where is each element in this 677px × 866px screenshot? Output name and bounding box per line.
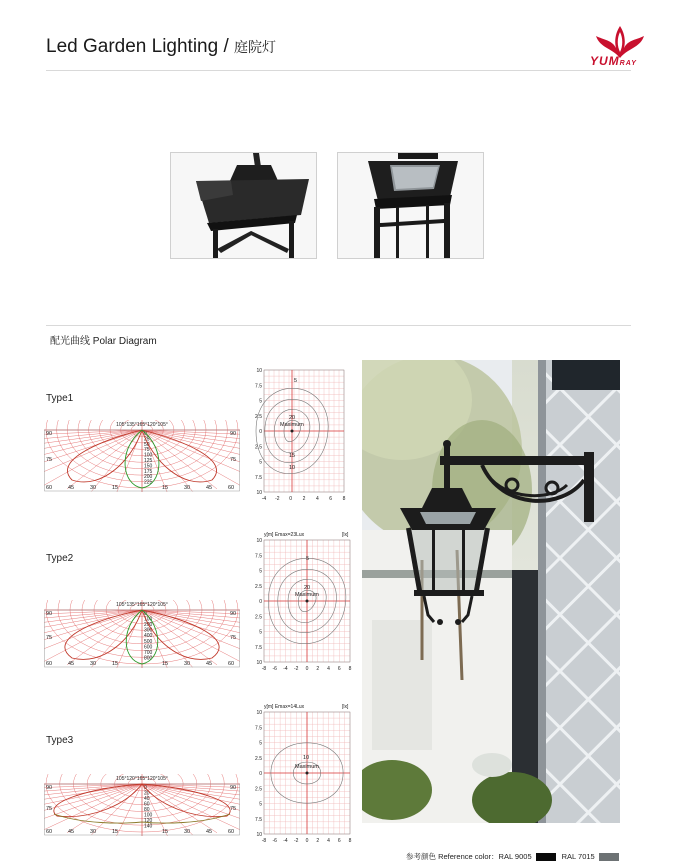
- isolux-y-tick: 7.5: [255, 816, 262, 823]
- isolux-x-tick: 4: [327, 838, 330, 844]
- isolux-x-tick: -8: [261, 838, 267, 844]
- isolux-y-tick: 2.5: [255, 614, 262, 621]
- isolux-y-tick: 0: [259, 599, 262, 605]
- polar-radial-label: 100: [144, 812, 153, 819]
- isolux-x-tick: -6: [272, 838, 277, 844]
- polar-radial-label: 175: [144, 468, 153, 475]
- polar-top-ticks: 105°135°165°120°105°: [116, 602, 168, 608]
- polar-radial-label: 40: [144, 796, 150, 802]
- product-photo-side: [170, 152, 317, 259]
- isolux-y-tick: 7.5: [255, 383, 262, 390]
- isolux-x-tick: -2: [275, 496, 280, 502]
- isolux-unit: [lx]: [342, 704, 349, 710]
- isolux-x-tick: 0: [289, 496, 293, 502]
- polar-radial-label: 100: [144, 616, 153, 623]
- isolux-y-tick: 2.5: [255, 583, 262, 590]
- polar-angle-label: 15: [162, 661, 169, 667]
- isolux-x-tick: 8: [342, 496, 346, 502]
- isolux-y-tick: 10: [256, 832, 262, 838]
- polar-angle-label: 60: [46, 829, 53, 835]
- isolux-x-tick: 6: [329, 496, 333, 502]
- isolux-x-tick: -2: [294, 666, 299, 672]
- isolux-y-tick: 10: [256, 368, 262, 374]
- section-divider: [46, 325, 631, 326]
- isolux-header: y[m] Emax=23Lux: [264, 532, 305, 538]
- polar-radial-label: 60: [144, 801, 150, 808]
- polar-angle-label: 75: [230, 806, 237, 812]
- isolux-y-tick: 5: [259, 740, 262, 747]
- polar-radial-label: 140: [144, 823, 153, 830]
- isolux-y-tick: 2.5: [255, 413, 262, 420]
- isolux-x-tick: 2: [316, 666, 320, 672]
- polar-angle-label: 60: [228, 829, 235, 835]
- isolux-y-tick: 7.5: [255, 725, 262, 732]
- isolux-y-tick: 5: [259, 398, 262, 405]
- polar-angle-label: 15: [112, 485, 119, 491]
- polar-angle-label: 30: [90, 829, 97, 835]
- isolux-y-tick: 7.5: [255, 553, 262, 560]
- title-en: Led Garden Lighting: [46, 36, 219, 57]
- isolux-level-label: 15: [289, 453, 296, 459]
- type1-polar-diagram: [44, 420, 240, 492]
- isolux-y-tick: 10: [256, 490, 262, 496]
- isolux-x-tick: -2: [294, 838, 299, 844]
- polar-angle-label: 60: [228, 485, 235, 491]
- polar-radial-label: 200: [144, 474, 153, 481]
- polar-angle-label: 15: [112, 829, 119, 835]
- polar-angle-label: 90: [230, 785, 237, 791]
- brand-wordmark: YUMRAY: [590, 54, 637, 68]
- isolux-y-tick: 7.5: [255, 474, 262, 481]
- isolux-x-tick: 0: [305, 838, 309, 844]
- polar-angle-label: 45: [68, 485, 75, 491]
- polar-radial-label: 225: [144, 479, 153, 486]
- isolux-level-label: 20: [289, 415, 296, 421]
- isolux-level-label: 5: [294, 378, 298, 384]
- polar-radial-label: 300: [144, 627, 153, 634]
- title-separator: /: [223, 36, 229, 57]
- polar-angle-label: 45: [206, 485, 213, 491]
- isolux-x-tick: 8: [348, 838, 352, 844]
- isolux-maximum-label: Maximum: [280, 422, 304, 428]
- isolux-y-tick: 10: [256, 538, 262, 544]
- isolux-x-tick: 6: [337, 838, 341, 844]
- isolux-level-label: 20: [304, 585, 311, 591]
- section-title: 配光曲线 Polar Diagram: [50, 336, 157, 347]
- isolux-level-label: 10: [289, 465, 296, 471]
- polar-radial-label: 150: [144, 463, 153, 470]
- installation-scene-photo: [362, 360, 620, 823]
- polar-radial-label: 75: [144, 447, 150, 454]
- isolux-y-tick: 2.5: [255, 786, 262, 793]
- polar-radial-label: 600: [144, 644, 153, 651]
- isolux-maximum-label: Maximum: [295, 764, 319, 770]
- polar-radial-label: 25: [144, 436, 150, 443]
- polar-angle-label: 75: [46, 635, 53, 641]
- polar-radial-label: 0: [144, 431, 147, 437]
- type2-isolux-diagram: [248, 528, 354, 672]
- isolux-x-tick: -8: [261, 666, 267, 672]
- polar-radial-label: 500: [144, 638, 153, 645]
- polar-angle-label: 30: [90, 661, 97, 667]
- isolux-x-tick: -4: [261, 496, 267, 502]
- isolux-y-tick: 5: [259, 629, 262, 636]
- polar-radial-label: 200: [144, 622, 153, 629]
- polar-radial-label: 800: [144, 655, 153, 662]
- isolux-x-tick: -6: [272, 666, 277, 672]
- page-title: [46, 36, 276, 58]
- type3-polar-diagram: [44, 774, 240, 836]
- color-name-ral7015: RAL 7015: [561, 852, 595, 861]
- header-divider: [46, 70, 631, 71]
- polar-radial-label: 700: [144, 649, 153, 656]
- polar-radial-label: 100: [144, 452, 153, 459]
- polar-angle-label: 30: [184, 661, 191, 667]
- title-cn: 庭院灯: [234, 39, 277, 55]
- isolux-x-tick: 4: [315, 496, 319, 502]
- reference-colors: [406, 851, 625, 862]
- polar-top-ticks: 105°120°165°120°105°: [116, 776, 168, 782]
- isolux-y-tick: 0: [259, 771, 262, 777]
- isolux-y-tick: 10: [256, 660, 262, 666]
- polar-angle-label: 45: [68, 829, 75, 835]
- polar-angle-label: 60: [46, 661, 53, 667]
- isolux-x-tick: 2: [302, 496, 306, 502]
- polar-angle-label: 15: [162, 485, 169, 491]
- polar-angle-label: 30: [184, 485, 191, 491]
- polar-radial-label: 120: [144, 818, 153, 824]
- polar-angle-label: 90: [230, 611, 237, 617]
- isolux-y-tick: 5: [259, 568, 262, 575]
- isolux-header: y[m] Emax=14Lux: [264, 704, 305, 710]
- polar-radial-label: 80: [144, 807, 150, 813]
- polar-angle-label: 30: [90, 485, 97, 491]
- isolux-y-tick: 0: [259, 429, 262, 435]
- reference-label: 参考颜色 Reference color：: [406, 852, 499, 861]
- isolux-y-tick: 5: [259, 801, 262, 808]
- isolux-y-tick: 5: [259, 459, 262, 466]
- isolux-y-tick: 7.5: [255, 644, 262, 651]
- swatch-ral7015: [599, 853, 619, 861]
- type1-isolux-diagram: [248, 362, 348, 502]
- isolux-unit: [lx]: [342, 532, 349, 538]
- type2-polar-diagram: [44, 600, 240, 668]
- polar-radial-label: 400: [144, 633, 153, 640]
- polar-angle-label: 90: [46, 785, 53, 791]
- polar-radial-label: 0: [144, 785, 147, 791]
- polar-angle-label: 75: [46, 457, 53, 463]
- polar-angle-label: 15: [162, 829, 169, 835]
- polar-angle-label: 45: [206, 829, 213, 835]
- polar-top-ticks: 105°135°165°120°105°: [116, 422, 168, 428]
- isolux-x-tick: 4: [327, 666, 330, 672]
- isolux-x-tick: 6: [337, 666, 341, 672]
- polar-angle-label: 45: [206, 661, 213, 667]
- polar-angle-label: 90: [46, 431, 53, 437]
- isolux-x-tick: -4: [283, 666, 288, 672]
- isolux-x-tick: 8: [348, 666, 352, 672]
- polar-angle-label: 60: [46, 485, 53, 491]
- isolux-x-tick: 0: [305, 666, 309, 672]
- type1-label: Type1: [46, 393, 74, 404]
- polar-angle-label: 75: [230, 457, 237, 463]
- type3-label: Type3: [46, 735, 74, 746]
- product-photo-front: [337, 152, 484, 259]
- polar-radial-label: 0: [144, 611, 147, 617]
- polar-angle-label: 30: [184, 829, 191, 835]
- polar-angle-label: 60: [228, 661, 235, 667]
- polar-angle-label: 45: [68, 661, 75, 667]
- polar-angle-label: 75: [46, 806, 53, 812]
- isolux-y-tick: 2.5: [255, 444, 262, 451]
- type3-isolux-diagram: [248, 700, 354, 844]
- polar-angle-label: 15: [112, 661, 119, 667]
- isolux-y-tick: 2.5: [255, 755, 262, 762]
- isolux-y-tick: 10: [256, 710, 262, 716]
- isolux-level-label: 5: [306, 556, 310, 562]
- polar-radial-label: 50: [144, 441, 150, 448]
- isolux-maximum-label: Maximum: [295, 592, 319, 598]
- polar-radial-label: 20: [144, 790, 150, 797]
- isolux-x-tick: 2: [316, 838, 320, 844]
- polar-angle-label: 90: [230, 431, 237, 437]
- polar-angle-label: 75: [230, 635, 237, 641]
- isolux-level-label: 10: [303, 755, 310, 761]
- polar-angle-label: 90: [46, 611, 53, 617]
- type2-label: Type2: [46, 553, 74, 564]
- polar-radial-label: 125: [144, 458, 153, 464]
- isolux-x-tick: -4: [283, 838, 288, 844]
- color-name-ral9005: RAL 9005: [498, 852, 532, 861]
- swatch-ral9005: [536, 853, 556, 861]
